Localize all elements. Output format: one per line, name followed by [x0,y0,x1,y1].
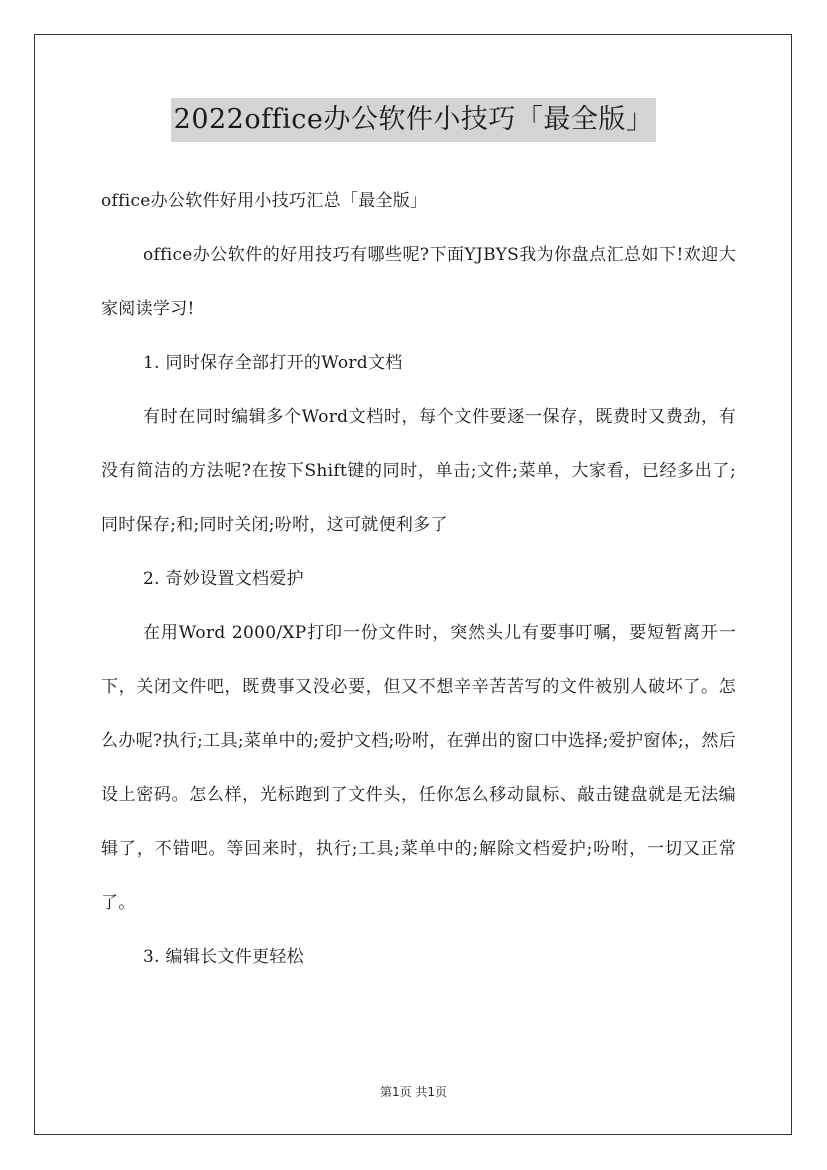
section-heading-2: 2. 奇妙设置文档爱护 [143,569,304,589]
paragraph-subtitle: office办公软件好用小技巧汇总「最全版」 [101,191,428,211]
document-title: 2022office办公软件小技巧「最全版」 [171,98,657,142]
paragraph-section-1: 有时在同时编辑多个Word文档时，每个文件要逐一保存，既费时又费劲，有没有简洁的方法呢?在按下Shift键的同时，单击;文件;菜单，大家看，已经多出了;同时保存;和;同时关闭;吩咐，这可就便利多了 [101,407,736,535]
section-heading-1: 1. 同时保存全部打开的Word文档 [143,353,403,373]
title-container [0,98,827,142]
document-body [101,174,736,984]
paragraph-intro: office办公软件的好用技巧有哪些呢?下面YJBYS我为你盘点汇总如下!欢迎大家阅读学习! [101,245,736,319]
page-footer: 第1页 共1页 [379,1085,448,1099]
paragraph-section-2: 在用Word 2000/XP打印一份文件时，突然头儿有要事叮嘱，要短暂离开一下，关闭文件吧，既费事又没必要，但又不想辛辛苦苦写的文件被别人破坏了。怎么办呢?执行;工具;菜单中的;爱护文档;吩咐，在弹出的窗口中选择;爱护窗体;，然后设上密码。怎么样，光标跑到了文件头，任你怎么移动鼠标、敲击键盘就是无法编辑了，不错吧。等回来时，执行;工具;菜单中的;解除文档爱护;吩咐，一切又正常了。 [101,623,736,913]
section-heading-3: 3. 编辑长文件更轻松 [143,947,304,967]
